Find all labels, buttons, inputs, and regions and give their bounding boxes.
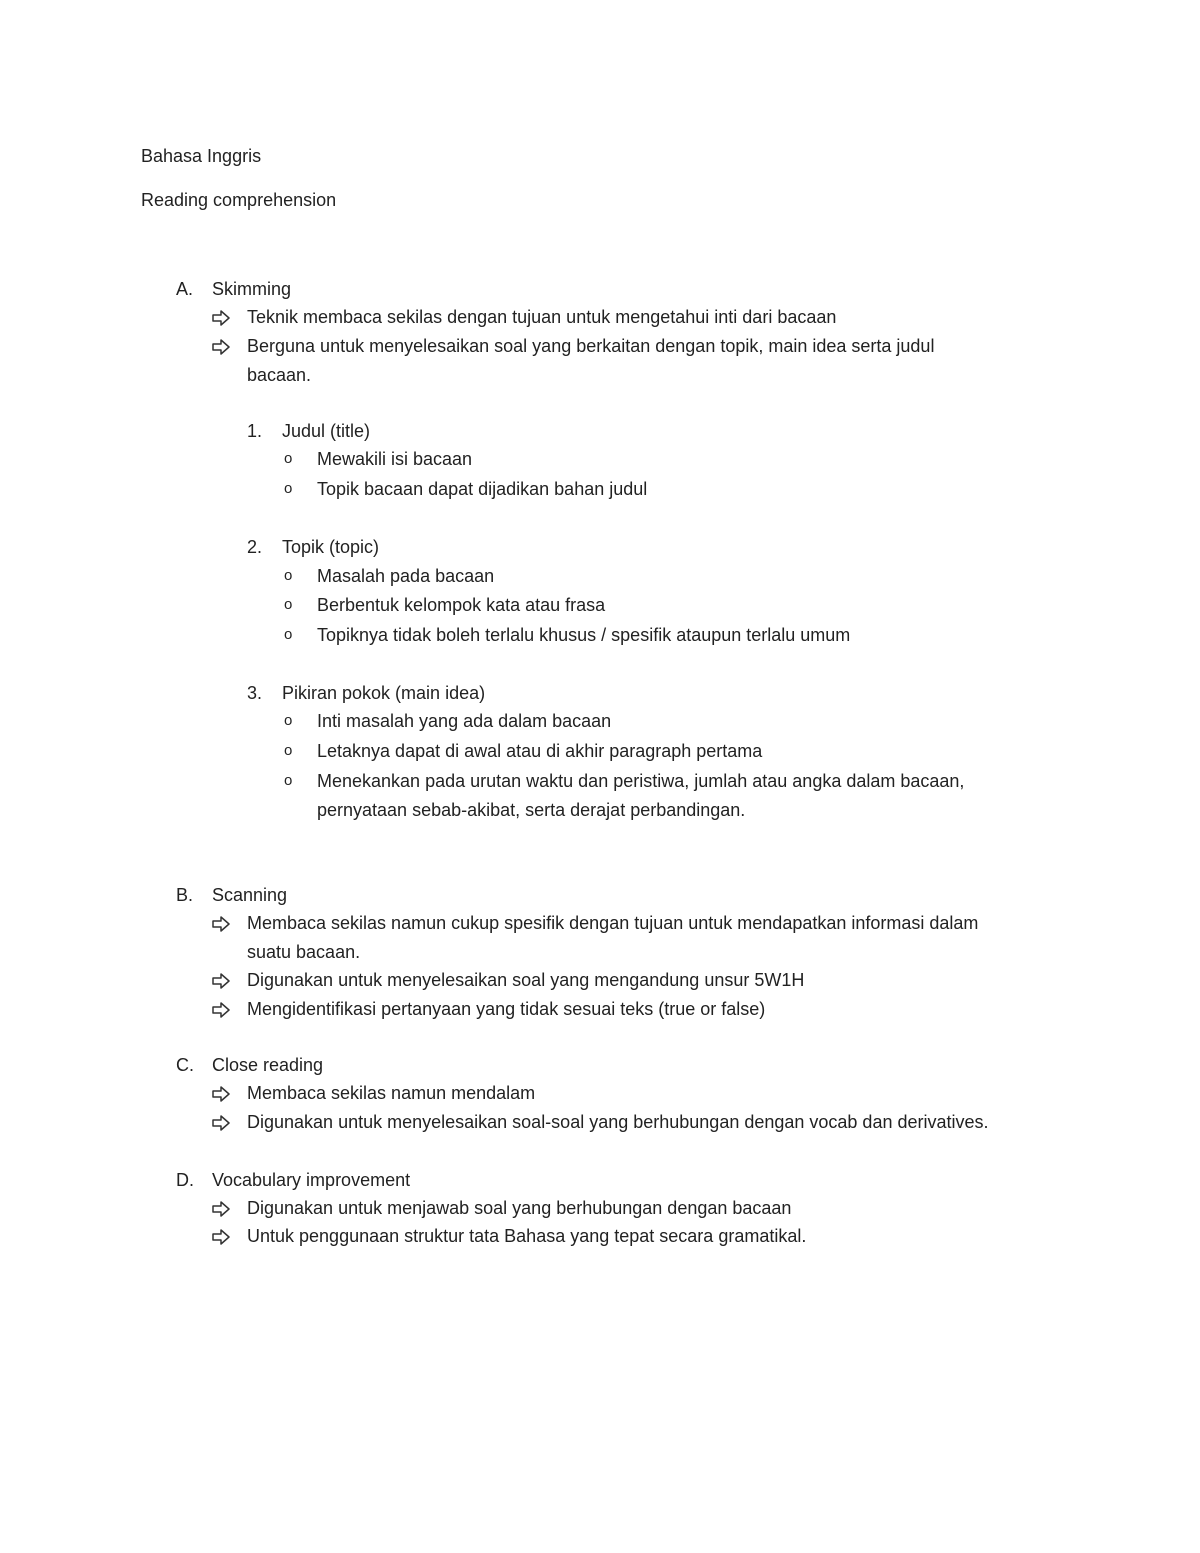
circle-bullet-icon: o bbox=[284, 772, 293, 789]
circle-bullet-icon: o bbox=[284, 480, 293, 497]
circle-bullet-icon: o bbox=[284, 742, 293, 759]
list-item: Mewakili isi bacaan bbox=[317, 449, 473, 469]
section-letter: C. bbox=[176, 1055, 194, 1075]
document-topic: Reading comprehension bbox=[141, 190, 337, 210]
right-arrow-outline-icon bbox=[212, 1086, 230, 1102]
bullet-text: Digunakan untuk menyelesaikan soal-soal yang berhubungan dengan vocab dan derivatives. bbox=[247, 1112, 989, 1132]
subsection-number: 1. bbox=[247, 421, 263, 441]
section-title: Scanning bbox=[212, 885, 288, 905]
section-title: Vocabulary improvement bbox=[212, 1170, 411, 1190]
subsection-title: Topik (topic) bbox=[282, 537, 380, 557]
list-item: Berbentuk kelompok kata atau frasa bbox=[317, 595, 606, 615]
list-item: Letaknya dapat di awal atau di akhir paragraph pertama bbox=[317, 741, 763, 761]
right-arrow-outline-icon bbox=[212, 1201, 230, 1217]
right-arrow-outline-icon bbox=[212, 916, 230, 932]
subsection-number: 2. bbox=[247, 537, 263, 557]
circle-bullet-icon: o bbox=[284, 626, 293, 643]
subsection-title: Judul (title) bbox=[282, 421, 371, 441]
bullet-text: Berguna untuk menyelesaikan soal yang berkaitan dengan topik, main idea serta judul bbox=[247, 336, 935, 356]
bullet-text-continued: bacaan. bbox=[247, 365, 312, 385]
bullet-text: Digunakan untuk menjawab soal yang berhubungan dengan bacaan bbox=[247, 1198, 792, 1218]
list-item: Topik bacaan dapat dijadikan bahan judul bbox=[317, 479, 648, 499]
list-item-continued: pernyataan sebab-akibat, serta derajat perbandingan. bbox=[317, 800, 746, 820]
circle-bullet-icon: o bbox=[284, 567, 293, 584]
right-arrow-outline-icon bbox=[212, 339, 230, 355]
document-subject: Bahasa Inggris bbox=[141, 146, 262, 166]
list-item: Masalah pada bacaan bbox=[317, 566, 495, 586]
list-item: Topiknya tidak boleh terlalu khusus / spesifik ataupun terlalu umum bbox=[317, 625, 851, 645]
section-letter: B. bbox=[176, 885, 194, 905]
section-letter: D. bbox=[176, 1170, 194, 1190]
list-item: Menekankan pada urutan waktu dan peristiwa, jumlah atau angka dalam bacaan, bbox=[317, 771, 965, 791]
right-arrow-outline-icon bbox=[212, 1002, 230, 1018]
bullet-text: Digunakan untuk menyelesaikan soal yang mengandung unsur 5W1H bbox=[247, 970, 805, 990]
section-title: Close reading bbox=[212, 1055, 324, 1075]
circle-bullet-icon: o bbox=[284, 596, 293, 613]
circle-bullet-icon: o bbox=[284, 712, 293, 729]
bullet-text: Teknik membaca sekilas dengan tujuan untuk mengetahui inti dari bacaan bbox=[247, 307, 837, 327]
right-arrow-outline-icon bbox=[212, 310, 230, 326]
bullet-text-continued: suatu bacaan. bbox=[247, 942, 361, 962]
section-title: Skimming bbox=[212, 279, 292, 299]
section-letter: A. bbox=[176, 279, 194, 299]
right-arrow-outline-icon bbox=[212, 973, 230, 989]
list-item: Inti masalah yang ada dalam bacaan bbox=[317, 711, 612, 731]
bullet-text: Membaca sekilas namun cukup spesifik dengan tujuan untuk mendapatkan informasi dalam bbox=[247, 913, 979, 933]
bullet-text: Untuk penggunaan struktur tata Bahasa yang tepat secara gramatikal. bbox=[247, 1226, 807, 1246]
right-arrow-outline-icon bbox=[212, 1115, 230, 1131]
circle-bullet-icon: o bbox=[284, 450, 293, 467]
right-arrow-outline-icon bbox=[212, 1229, 230, 1245]
bullet-text: Membaca sekilas namun mendalam bbox=[247, 1083, 536, 1103]
subsection-title: Pikiran pokok (main idea) bbox=[282, 683, 486, 703]
bullet-text: Mengidentifikasi pertanyaan yang tidak sesuai teks (true or false) bbox=[247, 999, 766, 1019]
subsection-number: 3. bbox=[247, 683, 263, 703]
